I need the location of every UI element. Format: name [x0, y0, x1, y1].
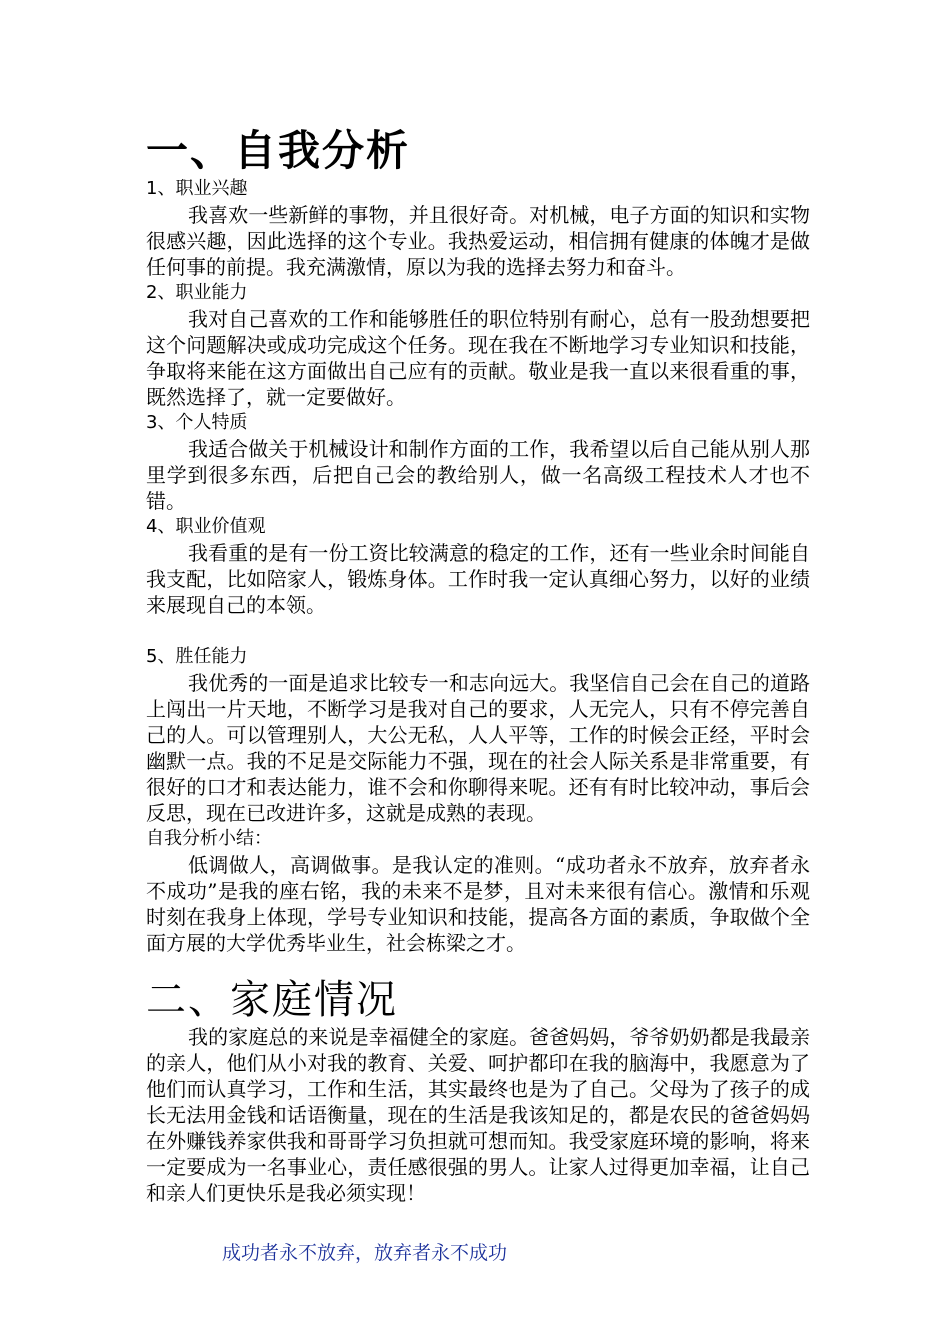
- blank-line: [146, 618, 810, 644]
- item-1-heading: 1、职业兴趣: [146, 178, 248, 199]
- item-2-heading: 2、职业能力: [146, 282, 248, 303]
- summary-heading: 自我分析小结：: [146, 828, 272, 849]
- item-2-text: 我对自己喜欢的工作和能够胜任的职位特别有耐心，总有一股劲想要把这个问题解决或成功完成这个任务。现在我在不断地学习专业知识和技能，争取将来能在这方面做出自己应有的贡献。敬业是我一直以来很看重的事，既然选择了，就一定要做好。: [146, 307, 810, 409]
- item-3-heading: 3、个人特质: [146, 412, 248, 433]
- section-2-title: 二、家庭情况: [146, 977, 398, 1023]
- summary-text: 低调做人，高调做事。是我认定的准则。“成功者永不放弃，放弃者永不成功”是我的座右铭，我的未来不是梦，且对未来很有信心。激情和乐观时刻在我身上体现，学号专业知识和技能，提高各方面的素质，争取做个全面方展的大学优秀毕业生，社会栋梁之才。: [146, 853, 810, 955]
- item-1-text: 我喜欢一些新鲜的事物，并且很好奇。对机械，电子方面的知识和实物很感兴趣，因此选择的这个专业。我热爱运动，相信拥有健康的体魄才是做任何事的前提。我充满激情，原以为我的选择去努力和奋斗。: [146, 203, 810, 279]
- item-4-text: 我看重的是有一份工资比较满意的稳定的工作，还有一些业余时间能自我支配，比如陪家人，锻炼身体。工作时我一定认真细心努力，以好的业绩来展现自己的本领。: [146, 541, 810, 617]
- footer-motto: 成功者永不放弃，放弃者永不成功: [222, 1242, 508, 1264]
- section-1-title: 一、自我分析: [146, 126, 411, 175]
- document-body: [146, 126, 810, 1206]
- item-5-heading: 5、胜任能力: [146, 646, 248, 667]
- item-3-text: 我适合做关于机械设计和制作方面的工作，我希望以后自己能从别人那里学到很多东西，后把自己会的教给别人，做一名高级工程技术人才也不错。: [146, 437, 810, 513]
- item-4-heading: 4、职业价值观: [146, 516, 266, 537]
- family-text: 我的家庭总的来说是幸福健全的家庭。爸爸妈妈，爷爷奶奶都是我最亲的亲人，他们从小对我的教育、关爱、呵护都印在我的脑海中，我愿意为了他们而认真学习，工作和生活，其实最终也是为了自己。父母为了孩子的成长无法用金钱和话语衡量，现在的生活是我该知足的，都是农民的爸爸妈妈在外赚钱养家供我和哥哥学习负担就可想而知。我受家庭环境的影响，将来一定要成为一名事业心，责任感很强的男人。让家人过得更加幸福，让自己和亲人们更快乐是我必须实现！: [146, 1025, 810, 1205]
- item-5-text: 我优秀的一面是追求比较专一和志向远大。我坚信自己会在自己的道路上闯出一片天地，不断学习是我对自己的要求，人无完人，只有不停完善自己的人。可以管理别人，大公无私，人人平等，工作的时候会正经，平时会幽默一点。我的不足是交际能力不强，现在的社会人际关系是非常重要，有很好的口才和表达能力，谁不会和你聊得来呢。还有有时比较冲动，事后会反思，现在已改进许多，这就是成熟的表现。: [146, 671, 810, 825]
